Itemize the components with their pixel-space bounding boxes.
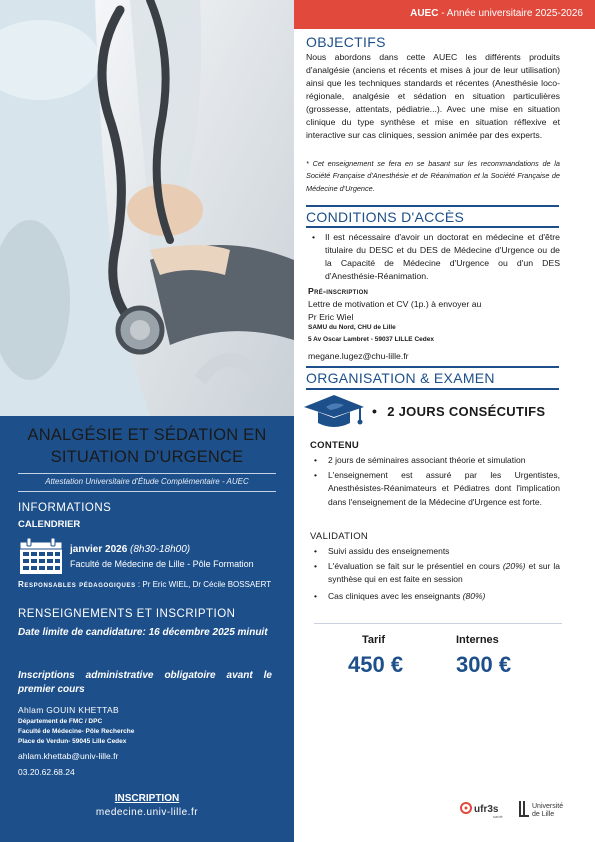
course-subtitle: Attestation Universitaire d'Étude Complémentaire - AUEC <box>45 477 249 486</box>
svg-text:de Lille: de Lille <box>532 811 555 818</box>
inscription-link[interactable]: medecine.univ-lille.fr <box>95 807 199 818</box>
admin-note: Inscriptions administrative obligatoire avant le premier cours <box>18 670 272 695</box>
banner-text: AUEC - Année universitaire 2025-2026 <box>410 8 583 19</box>
conditions-heading: CONDITIONS D'ACCÈS <box>306 209 465 225</box>
objectifs-heading: OBJECTIFS <box>306 34 386 50</box>
calendar-heading: CALENDRIER <box>18 519 81 530</box>
contact-phone: 03.20.62.68.24 <box>18 767 75 777</box>
informations-heading: INFORMATIONS <box>18 502 112 514</box>
ufr3s-logo <box>459 800 509 820</box>
contenu-heading: CONTENU <box>310 440 360 451</box>
divider <box>18 491 276 492</box>
pre-inscription-line: Pr Eric Wiel <box>308 312 354 322</box>
internes-label: Internes <box>456 634 499 646</box>
duration: • 2 JOURS CONSÉCUTIFS <box>372 403 546 419</box>
graduation-cap-icon <box>300 391 368 431</box>
top-banner <box>294 0 595 29</box>
pre-inscription-heading: Pré-inscription <box>308 286 369 296</box>
course-title-line2: SITUATION D'URGENCE <box>50 448 244 466</box>
calendar-icon <box>18 537 64 575</box>
svg-text:Université: Université <box>532 803 564 810</box>
course-title <box>10 424 284 468</box>
pre-inscription-line: 5 Av Oscar Lambret - 59037 LILLE Cedex <box>308 336 434 343</box>
deadline: Date limite de candidature: 16 décembre 2025 minuit <box>18 627 268 638</box>
address-line: Département de FMC / DPC <box>18 718 103 725</box>
divider <box>306 366 559 368</box>
objectifs-text: Nous abordons dans cette AUEC les différents produits d'analgésie (anciens et récents et mises à jour de leur utilisation) ainsi que les techniques standards et récentes (Anesthésie loco-régionale, analgésie et sédation en situation particulières (grossesse, attentats, pédiatrie...). Avec une mise en situation clinique du type synthèse et mise en situation réflexive et interactive sur cas cliniques, session animée par des experts. <box>306 52 560 140</box>
universite-lille-logo <box>518 799 570 821</box>
inscription-heading: INSCRIPTION <box>114 793 180 804</box>
validation-heading: VALIDATION <box>310 531 369 542</box>
divider <box>306 388 559 390</box>
divider <box>18 473 276 474</box>
calendar-date: janvier 2026 (8h30-18h00) <box>70 544 191 555</box>
pre-inscription-line: Lettre de motivation et CV (1p.) à envoyer au <box>308 299 482 309</box>
divider <box>314 623 562 624</box>
pre-inscription-email[interactable]: megane.lugez@chu-lille.fr <box>308 351 409 361</box>
doctor-stethoscope-image <box>0 0 294 416</box>
divider <box>306 205 559 207</box>
left-column <box>0 0 294 842</box>
cover-photo <box>0 0 294 416</box>
tarif-value: 450 € <box>348 652 404 677</box>
calendar-place: Faculté de Médecine de Lille - Pôle Formation <box>70 559 254 569</box>
contact-email[interactable]: ahlam.khettab@univ-lille.fr <box>18 751 119 761</box>
divider <box>306 226 559 228</box>
svg-text:santé: santé <box>493 814 503 819</box>
tarif-label: Tarif <box>362 634 386 646</box>
responsables: Responsables pédagogiques : Pr Eric WIEL, Dr Cécile BOSSAERT <box>18 580 272 589</box>
registration-heading: RENSEIGNEMENTS ET INSCRIPTION <box>18 608 236 620</box>
internes-value: 300 € <box>456 652 512 677</box>
organisation-heading: ORGANISATION & EXAMEN <box>306 370 495 386</box>
address-line: Faculté de Médecine- Pôle Recherche <box>18 728 135 735</box>
course-title-line1: ANALGÉSIE ET SÉDATION EN <box>27 426 267 444</box>
contact-name: Ahlam GOUIN KHETTAB <box>18 705 119 715</box>
address-line: Place de Verdun- 59045 Lille Cedex <box>18 738 127 745</box>
svg-text:ufr3s: ufr3s <box>474 804 499 815</box>
bullet: • <box>312 232 316 242</box>
objectifs-note: * Cet enseignement se fera en se basant sur les recommandations de la Société Française d'Anesthésie et de Réanimation et la Société Française de Médecine d'Urgence. <box>306 159 560 193</box>
pre-inscription-line: SAMU du Nord, CHU de Lille <box>308 324 396 331</box>
